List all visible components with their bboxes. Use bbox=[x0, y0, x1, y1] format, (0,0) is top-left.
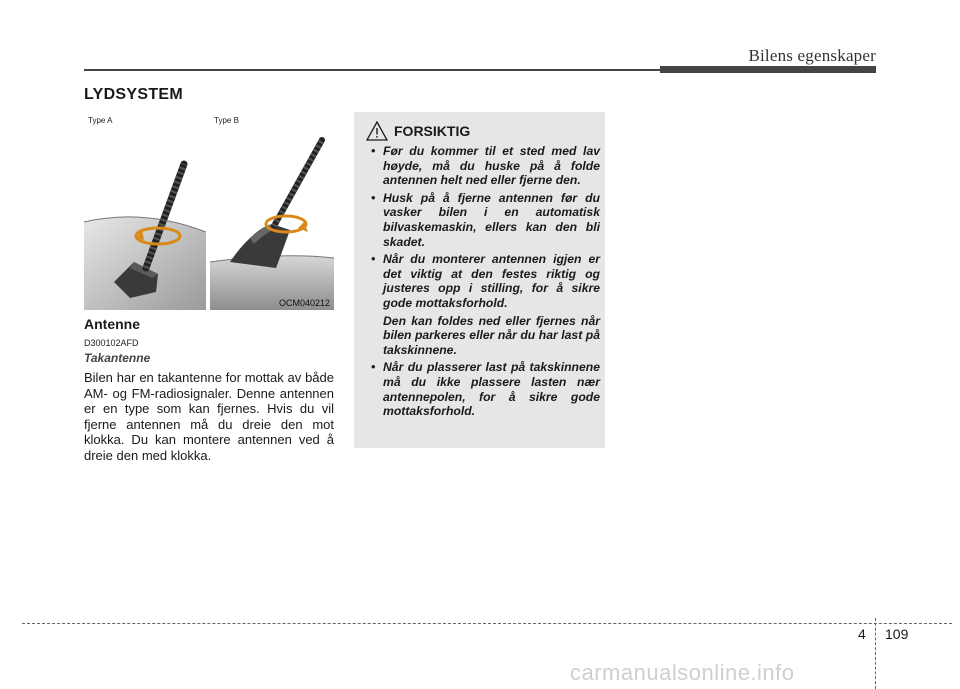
antenna-type-a-illustration bbox=[84, 112, 206, 310]
caution-item bbox=[364, 360, 600, 418]
caution-item-text: Når du plasserer last på takskinnene må du ikke plassere lasten nær antennepolen, for å sikre gode mottaksforhold. bbox=[383, 360, 600, 419]
figure-panel-type-b bbox=[210, 112, 334, 310]
caution-item-text: Når du monterer antennen igjen er det viktig at den festes riktig og justeres opp i stilling, for å sikre gode mottaksforhold. bbox=[383, 252, 600, 310]
page-number: 109 bbox=[885, 626, 909, 642]
caution-item-continuation bbox=[364, 314, 600, 358]
caution-item bbox=[364, 144, 600, 188]
caution-title: FORSIKTIG bbox=[394, 123, 471, 139]
figure-label-type-a: Type A bbox=[88, 116, 113, 125]
antenna-figure bbox=[84, 112, 334, 310]
caution-item-text: Den kan foldes ned eller fjernes når bilen parkeres eller når du har last på takskinnene. bbox=[383, 313, 600, 357]
caution-item bbox=[364, 252, 600, 310]
bullet-icon: • bbox=[371, 190, 376, 205]
bullet-icon: • bbox=[371, 360, 376, 375]
watermark: carmanualsonline.info bbox=[570, 660, 795, 685]
caution-item-text: Husk på å fjerne antennen før du vasker bilen i en automatisk bilvaskemaskin, ellers kan den bli skadet. bbox=[383, 190, 600, 249]
header-rule bbox=[84, 69, 664, 71]
caution-item-text: Før du kommer til et sted med lav høyde, må du huske på å folde antennen helt ned eller fjerne den. bbox=[383, 144, 600, 188]
warning-triangle-icon bbox=[366, 121, 388, 141]
figure-label-type-b: Type B bbox=[214, 116, 239, 125]
bullet-icon: • bbox=[371, 252, 376, 267]
bullet-icon: • bbox=[371, 144, 376, 158]
body-paragraph: Bilen har en takantenne for mottak av både AM- og FM-radiosignaler. Denne antennen er en type som kan fjernes. Hvis du vil fjerne antennen må du dreie den mot klokka. Du kan montere antennen ved å dreie den med klokka. bbox=[84, 370, 334, 463]
subheading-takantenne: Takantenne bbox=[84, 351, 151, 365]
page-chapter-number: 4 bbox=[858, 626, 866, 642]
caution-list bbox=[364, 144, 600, 422]
figure-code: OCM040212 bbox=[278, 298, 330, 308]
section-title: LYDSYSTEM bbox=[84, 86, 184, 103]
caution-header bbox=[366, 120, 470, 142]
heading-antenne: Antenne bbox=[84, 316, 140, 332]
figure-panel-type-a bbox=[84, 112, 206, 310]
chapter-title: Bilens egenskaper bbox=[748, 46, 876, 65]
footer-rule bbox=[22, 623, 952, 624]
footer-divider bbox=[875, 618, 876, 689]
section-code: D300102AFD bbox=[84, 338, 139, 348]
header-rule-accent bbox=[660, 66, 876, 73]
caution-box bbox=[354, 112, 605, 448]
antenna-type-b-illustration bbox=[210, 112, 334, 310]
caution-item bbox=[364, 191, 600, 249]
